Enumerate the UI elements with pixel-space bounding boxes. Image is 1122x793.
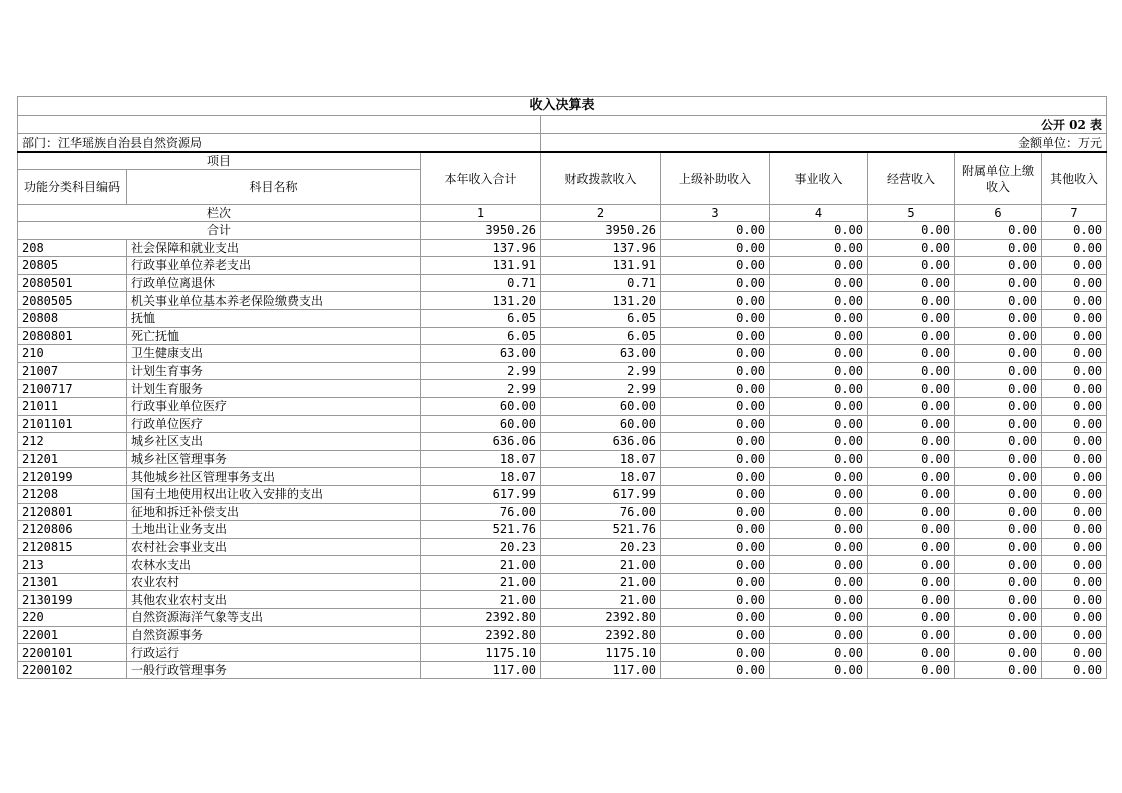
table-row xyxy=(18,345,1107,363)
amount-cell: 521.76 xyxy=(421,521,541,539)
amount-cell: 0.00 xyxy=(1042,450,1107,468)
table-row xyxy=(18,362,1107,380)
table-row xyxy=(18,380,1107,398)
header-total-income: 本年收入合计 xyxy=(421,152,541,205)
amount-cell: 0.00 xyxy=(661,591,770,609)
amount-cell: 0.71 xyxy=(421,274,541,292)
amount-cell: 0.00 xyxy=(770,415,868,433)
amount-cell: 0.00 xyxy=(661,292,770,310)
amount-cell: 6.05 xyxy=(541,327,661,345)
amount-cell: 0.00 xyxy=(1042,397,1107,415)
amount-cell: 0.00 xyxy=(661,327,770,345)
amount-cell: 0.00 xyxy=(868,573,955,591)
amount-cell: 2392.80 xyxy=(421,626,541,644)
amount-cell: 0.00 xyxy=(955,661,1042,679)
amount-cell: 0.00 xyxy=(955,292,1042,310)
subject-code: 2120806 xyxy=(18,521,127,539)
amount-cell: 0.00 xyxy=(661,397,770,415)
amount-cell: 0.00 xyxy=(661,503,770,521)
column-number: 2 xyxy=(541,205,661,222)
amount-cell: 0.00 xyxy=(661,239,770,257)
subject-code: 21208 xyxy=(18,485,127,503)
amount-cell: 0.00 xyxy=(868,309,955,327)
table-row xyxy=(18,415,1107,433)
subject-code: 208 xyxy=(18,239,127,257)
column-number: 7 xyxy=(1042,205,1107,222)
amount-cell: 0.00 xyxy=(868,257,955,275)
amount-cell: 0.00 xyxy=(868,644,955,662)
amount-cell: 2.99 xyxy=(421,380,541,398)
amount-cell: 2.99 xyxy=(541,362,661,380)
amount-cell: 0.00 xyxy=(770,661,868,679)
total-value: 0.00 xyxy=(1042,222,1107,240)
subject-name: 行政单位离退休 xyxy=(127,274,421,292)
subject-code: 2120815 xyxy=(18,538,127,556)
subject-name: 其他农业农村支出 xyxy=(127,591,421,609)
total-value: 3950.26 xyxy=(541,222,661,240)
amount-cell: 0.00 xyxy=(955,556,1042,574)
amount-cell: 0.00 xyxy=(868,538,955,556)
table-row xyxy=(18,468,1107,486)
amount-cell: 1175.10 xyxy=(421,644,541,662)
amount-cell: 0.00 xyxy=(1042,380,1107,398)
subject-name: 死亡抚恤 xyxy=(127,327,421,345)
amount-cell: 131.20 xyxy=(541,292,661,310)
amount-cell: 0.00 xyxy=(661,309,770,327)
subject-code: 2100717 xyxy=(18,380,127,398)
amount-cell: 0.00 xyxy=(770,450,868,468)
amount-cell: 0.00 xyxy=(661,380,770,398)
subject-code: 2130199 xyxy=(18,591,127,609)
amount-cell: 0.00 xyxy=(955,380,1042,398)
table-row xyxy=(18,573,1107,591)
amount-cell: 0.00 xyxy=(955,433,1042,451)
table-row xyxy=(18,503,1107,521)
amount-cell: 0.00 xyxy=(1042,433,1107,451)
subject-name: 其他城乡社区管理事务支出 xyxy=(127,468,421,486)
subject-code: 212 xyxy=(18,433,127,451)
amount-cell: 0.00 xyxy=(868,415,955,433)
table-row xyxy=(18,609,1107,627)
column-number: 5 xyxy=(868,205,955,222)
unit-label: 金额单位：万元 xyxy=(541,134,1107,153)
column-number: 1 xyxy=(421,205,541,222)
amount-cell: 0.00 xyxy=(1042,503,1107,521)
subject-code: 2080505 xyxy=(18,292,127,310)
header-code: 功能分类科目编码 xyxy=(18,170,127,205)
amount-cell: 0.00 xyxy=(770,433,868,451)
amount-cell: 0.00 xyxy=(661,573,770,591)
amount-cell: 18.07 xyxy=(421,450,541,468)
subject-code: 2200101 xyxy=(18,644,127,662)
amount-cell: 0.00 xyxy=(955,397,1042,415)
amount-cell: 2.99 xyxy=(421,362,541,380)
amount-cell: 0.00 xyxy=(955,239,1042,257)
amount-cell: 0.00 xyxy=(955,485,1042,503)
column-label: 栏次 xyxy=(18,205,421,222)
subject-name: 抚恤 xyxy=(127,309,421,327)
amount-cell: 0.00 xyxy=(955,450,1042,468)
table-row xyxy=(18,274,1107,292)
table-row xyxy=(18,591,1107,609)
column-number: 6 xyxy=(955,205,1042,222)
amount-cell: 137.96 xyxy=(421,239,541,257)
subject-name: 自然资源海洋气象等支出 xyxy=(127,609,421,627)
subject-name: 城乡社区管理事务 xyxy=(127,450,421,468)
amount-cell: 0.00 xyxy=(770,521,868,539)
amount-cell: 6.05 xyxy=(421,309,541,327)
amount-cell: 0.00 xyxy=(868,450,955,468)
table-row xyxy=(18,397,1107,415)
amount-cell: 117.00 xyxy=(421,661,541,679)
amount-cell: 0.00 xyxy=(661,661,770,679)
table-number: 公开 02 表 xyxy=(541,116,1107,134)
amount-cell: 0.00 xyxy=(1042,609,1107,627)
amount-cell: 0.00 xyxy=(868,327,955,345)
total-value: 3950.26 xyxy=(421,222,541,240)
amount-cell: 0.00 xyxy=(868,274,955,292)
table-row xyxy=(18,556,1107,574)
table-row xyxy=(18,292,1107,310)
header-business: 事业收入 xyxy=(770,152,868,205)
subject-code: 21011 xyxy=(18,397,127,415)
header-affiliate: 附属单位上缴收入 xyxy=(955,152,1042,205)
header-other: 其他收入 xyxy=(1042,152,1107,205)
amount-cell: 0.00 xyxy=(661,609,770,627)
amount-cell: 0.00 xyxy=(661,468,770,486)
table-row xyxy=(18,450,1107,468)
table-row xyxy=(18,257,1107,275)
subject-code: 2200102 xyxy=(18,661,127,679)
report-title: 收入决算表 xyxy=(18,97,1107,116)
amount-cell: 2.99 xyxy=(541,380,661,398)
amount-cell: 521.76 xyxy=(541,521,661,539)
amount-cell: 0.00 xyxy=(770,609,868,627)
amount-cell: 60.00 xyxy=(541,415,661,433)
total-value: 0.00 xyxy=(770,222,868,240)
amount-cell: 0.00 xyxy=(770,239,868,257)
amount-cell: 2392.80 xyxy=(421,609,541,627)
subject-name: 行政运行 xyxy=(127,644,421,662)
amount-cell: 0.00 xyxy=(661,556,770,574)
amount-cell: 21.00 xyxy=(541,556,661,574)
table-row xyxy=(18,626,1107,644)
subject-code: 220 xyxy=(18,609,127,627)
amount-cell: 0.00 xyxy=(955,521,1042,539)
subject-code: 2080501 xyxy=(18,274,127,292)
subject-code: 210 xyxy=(18,345,127,363)
amount-cell: 0.00 xyxy=(1042,327,1107,345)
amount-cell: 6.05 xyxy=(541,309,661,327)
amount-cell: 18.07 xyxy=(541,468,661,486)
amount-cell: 0.00 xyxy=(770,362,868,380)
amount-cell: 76.00 xyxy=(421,503,541,521)
amount-cell: 0.00 xyxy=(1042,274,1107,292)
amount-cell: 0.00 xyxy=(661,538,770,556)
column-number: 4 xyxy=(770,205,868,222)
amount-cell: 0.00 xyxy=(1042,345,1107,363)
amount-cell: 0.00 xyxy=(770,274,868,292)
amount-cell: 0.00 xyxy=(770,327,868,345)
table-row xyxy=(18,521,1107,539)
subject-name: 机关事业单位基本养老保险缴费支出 xyxy=(127,292,421,310)
amount-cell: 0.00 xyxy=(868,503,955,521)
amount-cell: 0.00 xyxy=(770,503,868,521)
amount-cell: 636.06 xyxy=(541,433,661,451)
amount-cell: 0.00 xyxy=(868,661,955,679)
amount-cell: 0.00 xyxy=(661,345,770,363)
amount-cell: 18.07 xyxy=(421,468,541,486)
amount-cell: 0.00 xyxy=(661,450,770,468)
income-table xyxy=(17,96,1107,679)
table-row xyxy=(18,538,1107,556)
amount-cell: 0.00 xyxy=(1042,485,1107,503)
amount-cell: 0.00 xyxy=(770,257,868,275)
amount-cell: 0.00 xyxy=(868,362,955,380)
amount-cell: 0.00 xyxy=(868,485,955,503)
amount-cell: 0.00 xyxy=(661,626,770,644)
amount-cell: 0.00 xyxy=(1042,626,1107,644)
amount-cell: 0.00 xyxy=(770,573,868,591)
amount-cell: 60.00 xyxy=(421,397,541,415)
amount-cell: 0.00 xyxy=(955,591,1042,609)
subject-code: 21301 xyxy=(18,573,127,591)
amount-cell: 0.00 xyxy=(661,257,770,275)
table-row xyxy=(18,661,1107,679)
amount-cell: 2392.80 xyxy=(541,609,661,627)
amount-cell: 0.00 xyxy=(1042,521,1107,539)
income-statement-sheet xyxy=(17,96,1106,679)
amount-cell: 137.96 xyxy=(541,239,661,257)
subject-name: 行政单位医疗 xyxy=(127,415,421,433)
amount-cell: 0.00 xyxy=(1042,309,1107,327)
amount-cell: 0.00 xyxy=(661,485,770,503)
amount-cell: 0.71 xyxy=(541,274,661,292)
subject-code: 21201 xyxy=(18,450,127,468)
subject-name: 城乡社区支出 xyxy=(127,433,421,451)
table-row xyxy=(18,327,1107,345)
amount-cell: 0.00 xyxy=(955,274,1042,292)
amount-cell: 18.07 xyxy=(541,450,661,468)
amount-cell: 63.00 xyxy=(541,345,661,363)
subject-name: 计划生育服务 xyxy=(127,380,421,398)
amount-cell: 0.00 xyxy=(868,626,955,644)
subject-name: 卫生健康支出 xyxy=(127,345,421,363)
amount-cell: 0.00 xyxy=(955,345,1042,363)
subject-code: 20805 xyxy=(18,257,127,275)
subject-code: 20808 xyxy=(18,309,127,327)
amount-cell: 0.00 xyxy=(661,415,770,433)
amount-cell: 63.00 xyxy=(421,345,541,363)
subject-code: 213 xyxy=(18,556,127,574)
subject-name: 计划生育事务 xyxy=(127,362,421,380)
amount-cell: 131.91 xyxy=(541,257,661,275)
amount-cell: 20.23 xyxy=(421,538,541,556)
amount-cell: 0.00 xyxy=(955,327,1042,345)
subject-code: 21007 xyxy=(18,362,127,380)
amount-cell: 21.00 xyxy=(421,573,541,591)
header-operating: 经营收入 xyxy=(868,152,955,205)
subject-code: 2080801 xyxy=(18,327,127,345)
amount-cell: 0.00 xyxy=(1042,591,1107,609)
amount-cell: 0.00 xyxy=(868,521,955,539)
header-project: 项目 xyxy=(18,152,421,170)
amount-cell: 0.00 xyxy=(868,433,955,451)
amount-cell: 617.99 xyxy=(421,485,541,503)
amount-cell: 0.00 xyxy=(770,591,868,609)
amount-cell: 0.00 xyxy=(955,573,1042,591)
amount-cell: 0.00 xyxy=(770,397,868,415)
column-number: 3 xyxy=(661,205,770,222)
amount-cell: 131.20 xyxy=(421,292,541,310)
amount-cell: 6.05 xyxy=(421,327,541,345)
subject-code: 2101101 xyxy=(18,415,127,433)
blank-cell xyxy=(18,116,541,134)
header-superior: 上级补助收入 xyxy=(661,152,770,205)
amount-cell: 21.00 xyxy=(541,591,661,609)
amount-cell: 0.00 xyxy=(955,257,1042,275)
header-fiscal: 财政拨款收入 xyxy=(541,152,661,205)
amount-cell: 21.00 xyxy=(541,573,661,591)
amount-cell: 0.00 xyxy=(1042,644,1107,662)
amount-cell: 0.00 xyxy=(868,397,955,415)
subject-name: 行政事业单位养老支出 xyxy=(127,257,421,275)
amount-cell: 0.00 xyxy=(955,309,1042,327)
amount-cell: 0.00 xyxy=(1042,556,1107,574)
amount-cell: 20.23 xyxy=(541,538,661,556)
amount-cell: 60.00 xyxy=(541,397,661,415)
amount-cell: 0.00 xyxy=(1042,573,1107,591)
subject-code: 2120199 xyxy=(18,468,127,486)
amount-cell: 0.00 xyxy=(1042,239,1107,257)
amount-cell: 0.00 xyxy=(770,345,868,363)
amount-cell: 0.00 xyxy=(770,468,868,486)
amount-cell: 131.91 xyxy=(421,257,541,275)
subject-name: 一般行政管理事务 xyxy=(127,661,421,679)
amount-cell: 617.99 xyxy=(541,485,661,503)
amount-cell: 0.00 xyxy=(661,644,770,662)
amount-cell: 0.00 xyxy=(868,591,955,609)
amount-cell: 0.00 xyxy=(868,239,955,257)
department-label: 部门：江华瑶族自治县自然资源局 xyxy=(18,134,541,153)
subject-name: 征地和拆迁补偿支出 xyxy=(127,503,421,521)
amount-cell: 0.00 xyxy=(868,292,955,310)
amount-cell: 0.00 xyxy=(1042,362,1107,380)
amount-cell: 0.00 xyxy=(770,292,868,310)
amount-cell: 0.00 xyxy=(955,538,1042,556)
amount-cell: 0.00 xyxy=(661,521,770,539)
amount-cell: 0.00 xyxy=(868,609,955,627)
amount-cell: 0.00 xyxy=(955,415,1042,433)
subject-name: 农村社会事业支出 xyxy=(127,538,421,556)
amount-cell: 21.00 xyxy=(421,556,541,574)
amount-cell: 0.00 xyxy=(955,626,1042,644)
subject-name: 农林水支出 xyxy=(127,556,421,574)
amount-cell: 0.00 xyxy=(770,626,868,644)
amount-cell: 2392.80 xyxy=(541,626,661,644)
subject-name: 自然资源事务 xyxy=(127,626,421,644)
table-row xyxy=(18,309,1107,327)
amount-cell: 0.00 xyxy=(661,433,770,451)
amount-cell: 0.00 xyxy=(868,556,955,574)
subject-name: 农业农村 xyxy=(127,573,421,591)
subject-name: 行政事业单位医疗 xyxy=(127,397,421,415)
amount-cell: 0.00 xyxy=(955,644,1042,662)
amount-cell: 0.00 xyxy=(770,309,868,327)
total-label: 合计 xyxy=(18,222,421,240)
amount-cell: 0.00 xyxy=(1042,257,1107,275)
total-value: 0.00 xyxy=(868,222,955,240)
amount-cell: 0.00 xyxy=(1042,538,1107,556)
subject-code: 22001 xyxy=(18,626,127,644)
amount-cell: 0.00 xyxy=(1042,468,1107,486)
total-value: 0.00 xyxy=(661,222,770,240)
amount-cell: 0.00 xyxy=(661,362,770,380)
subject-name: 国有土地使用权出让收入安排的支出 xyxy=(127,485,421,503)
amount-cell: 0.00 xyxy=(661,274,770,292)
amount-cell: 0.00 xyxy=(1042,415,1107,433)
subject-name: 土地出让业务支出 xyxy=(127,521,421,539)
amount-cell: 0.00 xyxy=(770,538,868,556)
table-row xyxy=(18,644,1107,662)
amount-cell: 0.00 xyxy=(770,556,868,574)
amount-cell: 0.00 xyxy=(955,503,1042,521)
amount-cell: 0.00 xyxy=(955,609,1042,627)
amount-cell: 0.00 xyxy=(770,485,868,503)
amount-cell: 0.00 xyxy=(868,380,955,398)
amount-cell: 0.00 xyxy=(955,468,1042,486)
amount-cell: 117.00 xyxy=(541,661,661,679)
table-row xyxy=(18,239,1107,257)
amount-cell: 76.00 xyxy=(541,503,661,521)
amount-cell: 636.06 xyxy=(421,433,541,451)
total-value: 0.00 xyxy=(955,222,1042,240)
amount-cell: 21.00 xyxy=(421,591,541,609)
subject-code: 2120801 xyxy=(18,503,127,521)
header-name: 科目名称 xyxy=(127,170,421,205)
amount-cell: 0.00 xyxy=(868,468,955,486)
amount-cell: 0.00 xyxy=(1042,292,1107,310)
amount-cell: 0.00 xyxy=(955,362,1042,380)
amount-cell: 0.00 xyxy=(770,644,868,662)
amount-cell: 60.00 xyxy=(421,415,541,433)
amount-cell: 1175.10 xyxy=(541,644,661,662)
amount-cell: 0.00 xyxy=(1042,661,1107,679)
subject-name: 社会保障和就业支出 xyxy=(127,239,421,257)
amount-cell: 0.00 xyxy=(868,345,955,363)
table-row xyxy=(18,485,1107,503)
table-row xyxy=(18,433,1107,451)
amount-cell: 0.00 xyxy=(770,380,868,398)
